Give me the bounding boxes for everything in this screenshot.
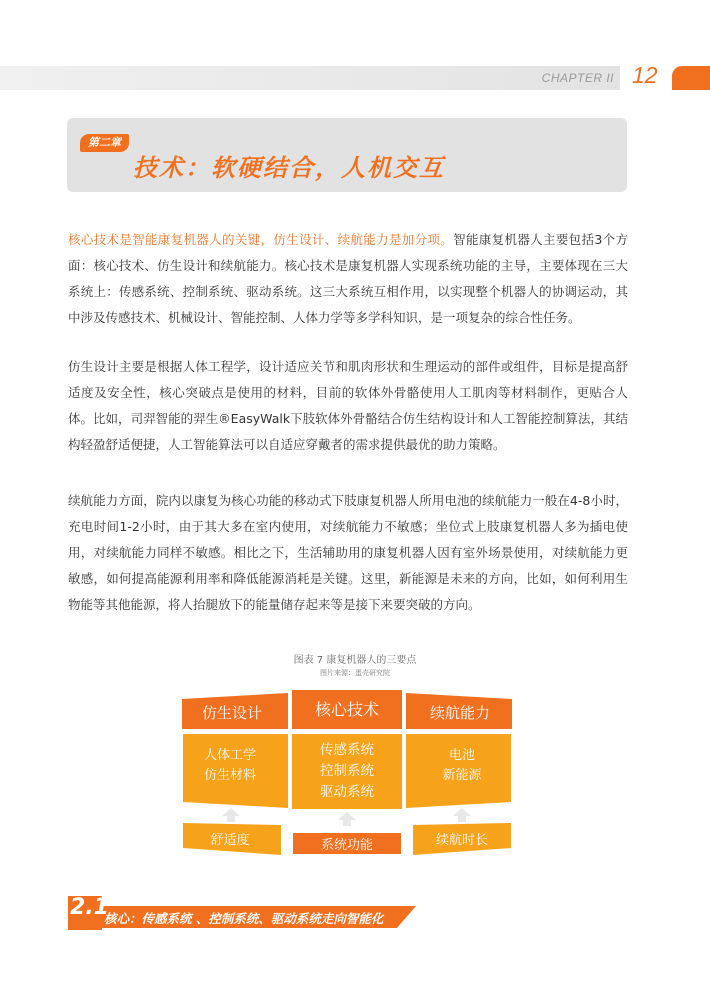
- section-number: 2.1: [70, 895, 109, 920]
- paragraph-text: 续航能力方面，院内以康复为核心功能的移动式下肢康复机器人所用电池的续航能力一般在4-8小时，充电时间1-2小时，由于其大多在室内使用，对续航能力不敏感；坐位式上肢康复机器人多为插电使用，对续航能力同样不敏感。相比之下，生活辅助用的康复机器人因有室外场景使用，对续航能力更敏感，如何提高能源利用率和降低能源消耗是关键。这里，新能源是未来的方向，比如，如何利用生物能等其他能源，将人抬腿放下的能量储存起来等是接下来要突破的方向。: [68, 493, 628, 612]
- footer-label-comfort: 舒适度: [210, 833, 250, 848]
- chapter-label: CHAPTER II: [541, 71, 614, 85]
- paragraph-text: 仿生设计主要是根据人体工程学，设计适应关节和肌肉形状和生理运动的部件或组件，目标是提高舒适度及安全性，核心突破点是使用的材料，目前的软体外骨骼使用人工肌肉等材料制作，更贴合人体。比如，司羿智能的羿生®EasyWalk下肢软体外骨骼结合仿生结构设计和人工智能控制算法，其结构轻盈舒适便捷，人工智能算法可以自适应穿戴者的需求提供最优的助力策略。: [68, 359, 628, 452]
- item-battery: 电池: [448, 748, 476, 763]
- item-drive-system: 驱动系统: [320, 784, 374, 800]
- header-label-core: 核心技术: [314, 700, 380, 719]
- item-bionic-material: 仿生材料: [203, 768, 257, 783]
- page-number: 12: [632, 62, 658, 88]
- arrow-up-icon: [453, 808, 471, 822]
- item-ergonomics: 人体工学: [203, 748, 257, 763]
- paragraph-text: 智能康复机器人主要包括3个方面：核心技术、仿生设计和续航能力。核心技术是康复机器人实现系统功能的主导，主要体现在三大系统上：传感系统、控制系统、驱动系统。这三大系统互相作用，以实现整个机器人的协调运动，其中涉及传感技术、机械设计、智能控制、人体力学等多学科知识，是一项复杂的综合性任务。: [68, 232, 628, 325]
- arrow-up-icon: [222, 808, 240, 822]
- footer-label-system-function: 系统功能: [320, 838, 374, 853]
- section-title: 核心：传感系统 、控制系统、驱动系统走向智能化: [104, 911, 384, 926]
- figure-caption: 图表 7 康复机器人的三要点: [293, 655, 417, 666]
- item-sensing-system: 传感系统: [320, 742, 374, 758]
- arrow-up-icon: [338, 812, 356, 826]
- footer-label-endurance-time: 续航时长: [435, 833, 489, 848]
- item-control-system: 控制系统: [320, 763, 374, 779]
- header-label-endurance: 续航能力: [429, 704, 491, 722]
- item-new-energy: 新能源: [442, 768, 482, 783]
- paragraph-highlight: 核心技术是智能康复机器人的关键，仿生设计、续航能力是加分项。: [68, 232, 454, 247]
- chapter-title: 技术：软硬结合，人机交互: [133, 154, 445, 182]
- chapter-badge: 第二章: [80, 134, 129, 152]
- figure-source: 图片来源：蛋壳研究院: [320, 669, 390, 677]
- header-label-bionic: 仿生设计: [201, 704, 263, 722]
